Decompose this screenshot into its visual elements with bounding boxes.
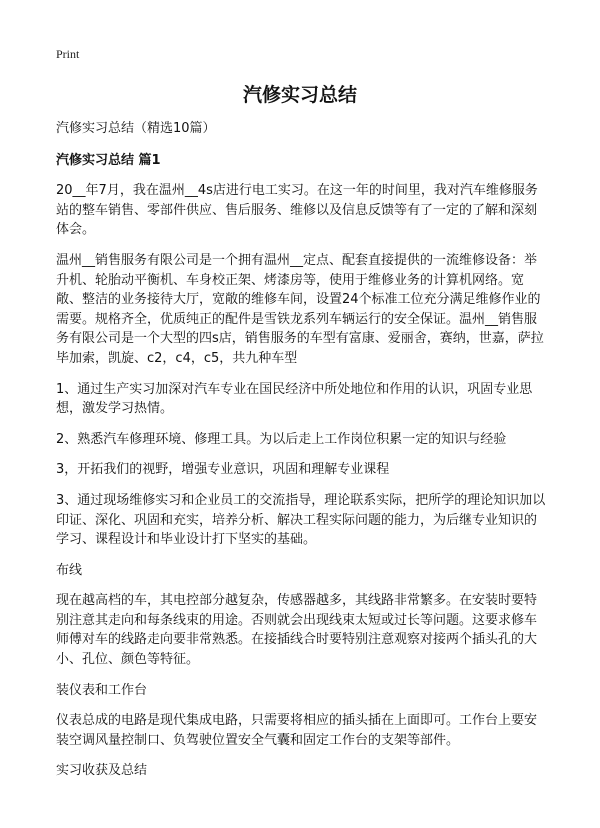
goal-paragraph-4: 3、通过现场维修实习和企业员工的交流指导，理论联系实际，把所学的理论知识加以印证、深化、巩固和充实，培养分析、解决工程实际问题的能力，为后继专业知识的学习、课程设计和毕业设计打下坚实的基础。 <box>56 492 546 548</box>
document-body <box>56 119 548 792</box>
goal-paragraph-2: 2、熟悉汽车修理环境、修理工具。为以后走上工作岗位积累一定的知识与经验 <box>56 431 507 447</box>
section-heading-wiring: 布线 <box>56 562 83 578</box>
document-subtitle: 汽修实习总结（精选10篇） <box>56 121 216 136</box>
page-title: 汽修实习总结 <box>242 84 357 106</box>
company-paragraph: 温州__销售服务有限公司是一个拥有温州__定点、配套直接提供的一流维修设备：举升机、轮胎动平衡机、车身校正架、烤漆房等，使用于维修业务的计算机网络。宽敞、整洁的业务接待大厅，宽敞的维修车间，设置24个标准工位充分满足维修作业的需要。规格齐全，优质纯正的配件是雪铁龙系列车辆运行的安全保证。温州__销售服务有限公司是一个大型的四s店，销售服务的车型有富康、爱丽舍，赛纳，世嘉，萨拉毕加索，凯旋、c2，c4，c5，共九种车型 <box>56 252 544 366</box>
intro-paragraph: 20__年7月，我在温州__4s店进行电工实习。在这一年的时间里，我对汽车维修服务站的整车销售、零部件供应、售后服务、维修以及信息反馈等有了一定的了解和深刻体会。 <box>56 183 538 238</box>
dashboard-paragraph: 仪表总成的电路是现代集成电路，只需要将相应的插头插在上面即可。工作台上要安装空调风量控制口、负驾驶位置安全气囊和固定工作台的支架等部件。 <box>56 713 538 748</box>
goal-paragraph-1: 1、通过生产实习加深对汽车专业在国民经济中所处地位和作用的认识，巩固专业思想，激发学习热情。 <box>56 381 533 417</box>
goal-paragraph-3: 3，开拓我们的视野，增强专业意识，巩固和理解专业课程 <box>56 462 390 478</box>
chapter-heading: 汽修实习总结 篇1 <box>56 152 161 168</box>
wiring-paragraph: 现在越高档的车，其电控部分越复杂，传感器越多，其线路非常繁多。在安装时要特别注意其走向和每条线束的用途。否则就会出现线束太短或过长等问题。这要求修车师傅对车的线路走向要非常熟悉。在接插线合时要特别注意观察对接两个插头孔的大小、孔位、颜色等特征。 <box>56 593 538 668</box>
section-heading-dashboard: 装仪表和工作台 <box>56 682 148 698</box>
print-link[interactable]: Print <box>56 47 80 61</box>
section-heading-summary: 实习收获及总结 <box>56 763 148 779</box>
